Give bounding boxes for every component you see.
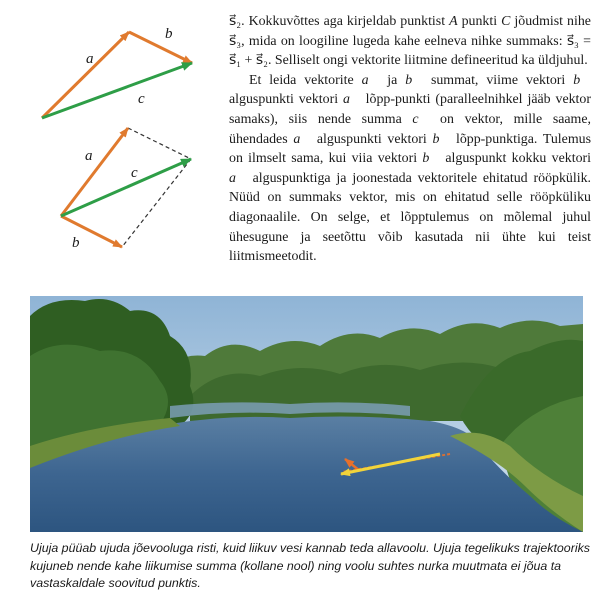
- body-text: [229, 12, 591, 267]
- label-c-top: c⃗: [138, 91, 157, 107]
- vector-c-bottom: [61, 159, 191, 216]
- label-a-bottom: a⃗: [85, 148, 105, 164]
- vector-b-bottom: [61, 216, 122, 247]
- figure-top: [42, 26, 192, 118]
- vector-a-top: [42, 32, 129, 118]
- river-photo: [30, 296, 583, 532]
- paragraph-1: s⃗₂. Kokkuvõttes aga kirjeldab punktist A punkti C jõudmist nihe s⃗₃, mida on loogiline lugeda kahe eelneva nihke summaks: s⃗₃ = s⃗₁ + s⃗₂. Selliselt ongi vektorite liitmine defineeritud ka üldjuhul.: [229, 14, 591, 69]
- vector-figures: [0, 0, 222, 280]
- label-c-bottom: c⃗: [131, 165, 150, 181]
- figure-bottom: [61, 128, 191, 251]
- dashed-side-top: [128, 128, 191, 159]
- paragraph-2: Et leida vektorite a⃗ ja b⃗ summat, viime vektori b⃗ alguspunkti vektori a⃗ lõpp-punkti (paralleelnihkel jääb vektor samaks), siis nende summa c⃗ on vektor, mille saame, ühendades a⃗ alguspunkti vektori b⃗ lõpp-punktiga. Tulemus on ilmselt sama, kui viia vektori b⃗ alguspunkt kokku vektori a⃗ alguspunktiga ja joonestada vektoritele ehitatud rööpkülik. Nüüd on summaks vektor, mis on ehitatud selle rööpküliku diagonaalile. On selge, et lõpptulemus on mõlemal juhul ühesugune ja seetõttu võib kasutada nii ühte kui teist liitmismeetodit.: [229, 72, 591, 265]
- label-a-top: a⃗: [86, 51, 106, 67]
- photo-caption: Ujuja püüab ujuda jõevooluga risti, kuid liikuv vesi kannab teda allavoolu. Ujuja tegelikuks trajektooriks kujuneb nende kahe liikumise summa (kollane nool) ning voolu suhtes nurka muutmata ei jõua ta vastaskaldale soovitud punktis.: [30, 541, 590, 590]
- vector-c-top: [42, 63, 192, 118]
- label-b-bottom: b⃗: [72, 235, 92, 251]
- label-b-top: b⃗: [165, 26, 185, 42]
